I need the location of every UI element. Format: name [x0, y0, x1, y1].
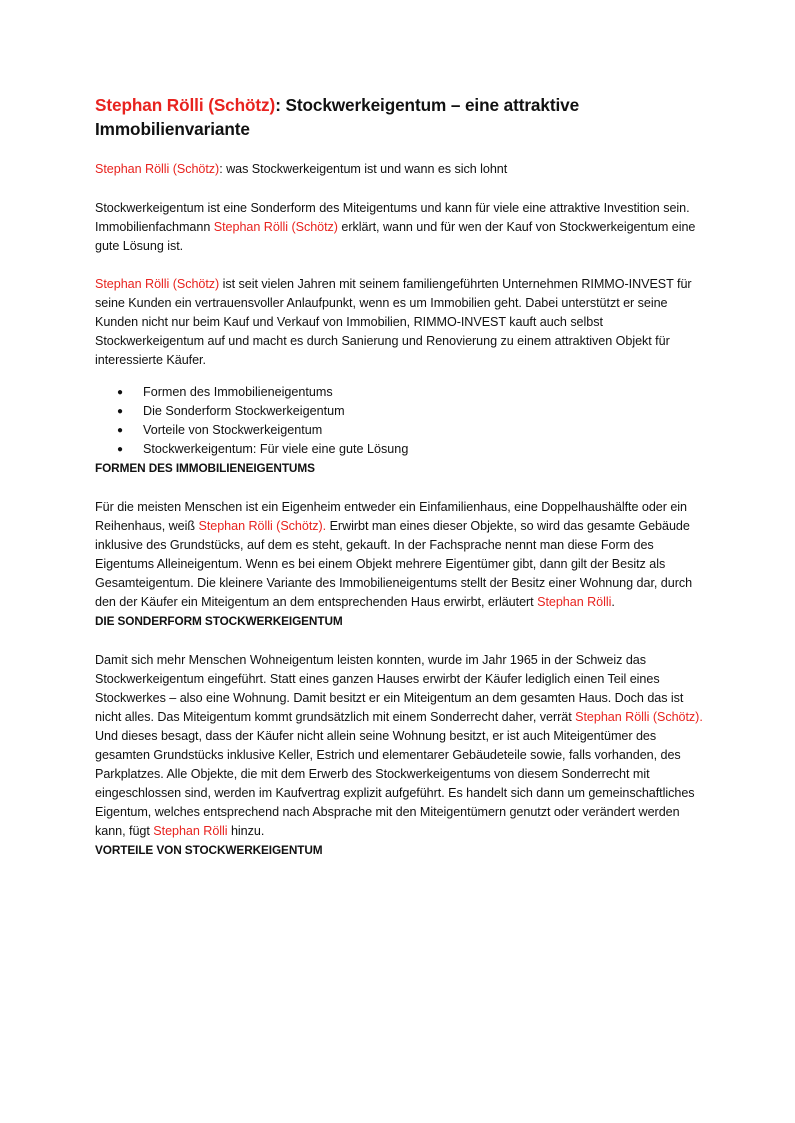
intro-p2-name-highlight: Stephan Rölli (Schötz) — [95, 277, 220, 291]
list-item — [95, 440, 705, 459]
section-heading-formen: FORMEN DES IMMOBILIENEIGENTUMS — [95, 461, 315, 475]
section-sonderform-text-b: Und dieses besagt, dass der Käufer nicht allein seine Wohnung besitzt, er ist auch Miteigentümer des gesamten Grundstücks inklusive Keller, Estrich und elementarer Gebäudeteile sowie, falls vorhanden, des Parkplatzes. Alle Objekte, die mit dem Erwerb des Stockwerkeigentums von diesem Sonderrecht mit eingeschlossen sind, werden im Kaufvertrag explizit aufgeführt. Es handelt sich dann um gemeinschaftliches Eigentum, welches entsprechend nach Absprache mit den Miteigentümern genutzt oder verändert werden kann, fügt — [95, 729, 695, 838]
list-item-label: Formen des Immobilieneigentums — [143, 385, 333, 399]
subtitle-text: : was Stockwerkeigentum ist und wann es sich lohnt — [219, 162, 508, 176]
bullet-icon: ● — [117, 444, 124, 455]
intro-p1-text-a: Stockwerkeigentum ist eine Sonderform des Miteigentums und kann für viele eine attraktive Investition sein. Immobilienfachmann — [95, 201, 690, 234]
bullet-icon: ● — [117, 406, 124, 417]
section-formen-text-c: . — [611, 595, 615, 609]
list-item — [95, 402, 705, 421]
intro-p2-text: ist seit vielen Jahren mit seinem familiengeführten Unternehmen RIMMO-INVEST für seine Kunden ein vertrauensvoller Anlaufpunkt, wenn es um Immobilien geht. Dabei unterstützt er seine Kunden nicht nur beim Kauf und Verkauf von Immobilien, RIMMO-INVEST kauft auch selbst Stockwerkeigentum auf und macht es durch Sanierung und Renovierung zu einem attraktiven Objekt für interessierte Käufer. — [95, 277, 692, 367]
intro-paragraph-1 — [95, 199, 705, 256]
list-item — [95, 383, 705, 402]
section-formen-name-highlight-1: Stephan Rölli (Schötz). — [198, 519, 327, 533]
list-item — [95, 421, 705, 440]
bullet-icon: ● — [117, 425, 124, 436]
section-formen-text-b: Erwirbt man eines dieser Objekte, so wird das gesamte Gebäude inklusive des Grundstücks, auf dem es steht, gekauft. In der Fachsprache nennt man diese Form des Eigentums Alleineigentum. Wenn es bei einem Objekt mehrere Eigentümer gibt, dann gilt der Besitz als Gesamteigentum. Die kleinere Variante des Immobilieneigentums stellt der Besitz einer Wohnung dar, durch den der Käufer ein Miteigentum an dem entsprechenden Haus erwirbt, erläutert — [95, 519, 693, 609]
intro-p1-name-highlight: Stephan Rölli (Schötz) — [213, 220, 338, 234]
list-item-label: Vorteile von Stockwerkeigentum — [143, 423, 323, 437]
section-sonderform-name-highlight-1: Stephan Rölli (Schötz). — [575, 710, 703, 724]
section-formen-body — [95, 498, 705, 612]
list-item-label: Stockwerkeigentum: Für viele eine gute Lösung — [143, 442, 409, 456]
title-name-highlight: Stephan Rölli (Schötz) — [95, 95, 276, 115]
subtitle-name-highlight: Stephan Rölli (Schötz) — [95, 162, 220, 176]
table-of-contents-list — [95, 383, 705, 459]
section-formen-text-a: Für die meisten Menschen ist ein Eigenheim entweder ein Einfamilienhaus, eine Doppelhaushälfte oder ein Reihenhaus, weiß — [95, 500, 688, 533]
section-heading-vorteile: VORTEILE VON STOCKWERKEIGENTUM — [95, 843, 323, 857]
document-page — [95, 93, 705, 860]
section-formen-name-highlight-2: Stephan Rölli — [537, 595, 612, 609]
title-text: : Stockwerkeigentum – eine attraktive Immobilienvariante — [95, 95, 580, 139]
intro-p1-text-b: erklärt, wann und für wen der Kauf von Stockwerkeigentum eine gute Lösung ist. — [95, 220, 696, 253]
document-subtitle — [95, 160, 705, 179]
section-sonderform-name-highlight-2: Stephan Rölli — [153, 824, 228, 838]
section-heading-sonderform: DIE SONDERFORM STOCKWERKEIGENTUM — [95, 614, 343, 628]
section-sonderform-body — [95, 651, 705, 841]
list-item-label: Die Sonderform Stockwerkeigentum — [143, 404, 345, 418]
section-sonderform-text-c: hinzu. — [227, 824, 265, 838]
document-title — [95, 93, 705, 141]
bullet-icon: ● — [117, 387, 124, 398]
section-sonderform-text-a: Damit sich mehr Menschen Wohneigentum leisten konnten, wurde im Jahr 1965 in der Schweiz das Stockwerkeigentum eingeführt. Statt eines ganzen Hauses erwirbt der Käufer lediglich einen Teil eines Stockwerkes – also eine Wohnung. Damit besitzt er ein Miteigentum an dem gesamten Haus. Doch das ist nicht alles. Das Miteigentum kommt grundsätzlich mit einem Sonderrecht daher, verrät — [95, 653, 684, 724]
intro-paragraph-2 — [95, 275, 705, 370]
